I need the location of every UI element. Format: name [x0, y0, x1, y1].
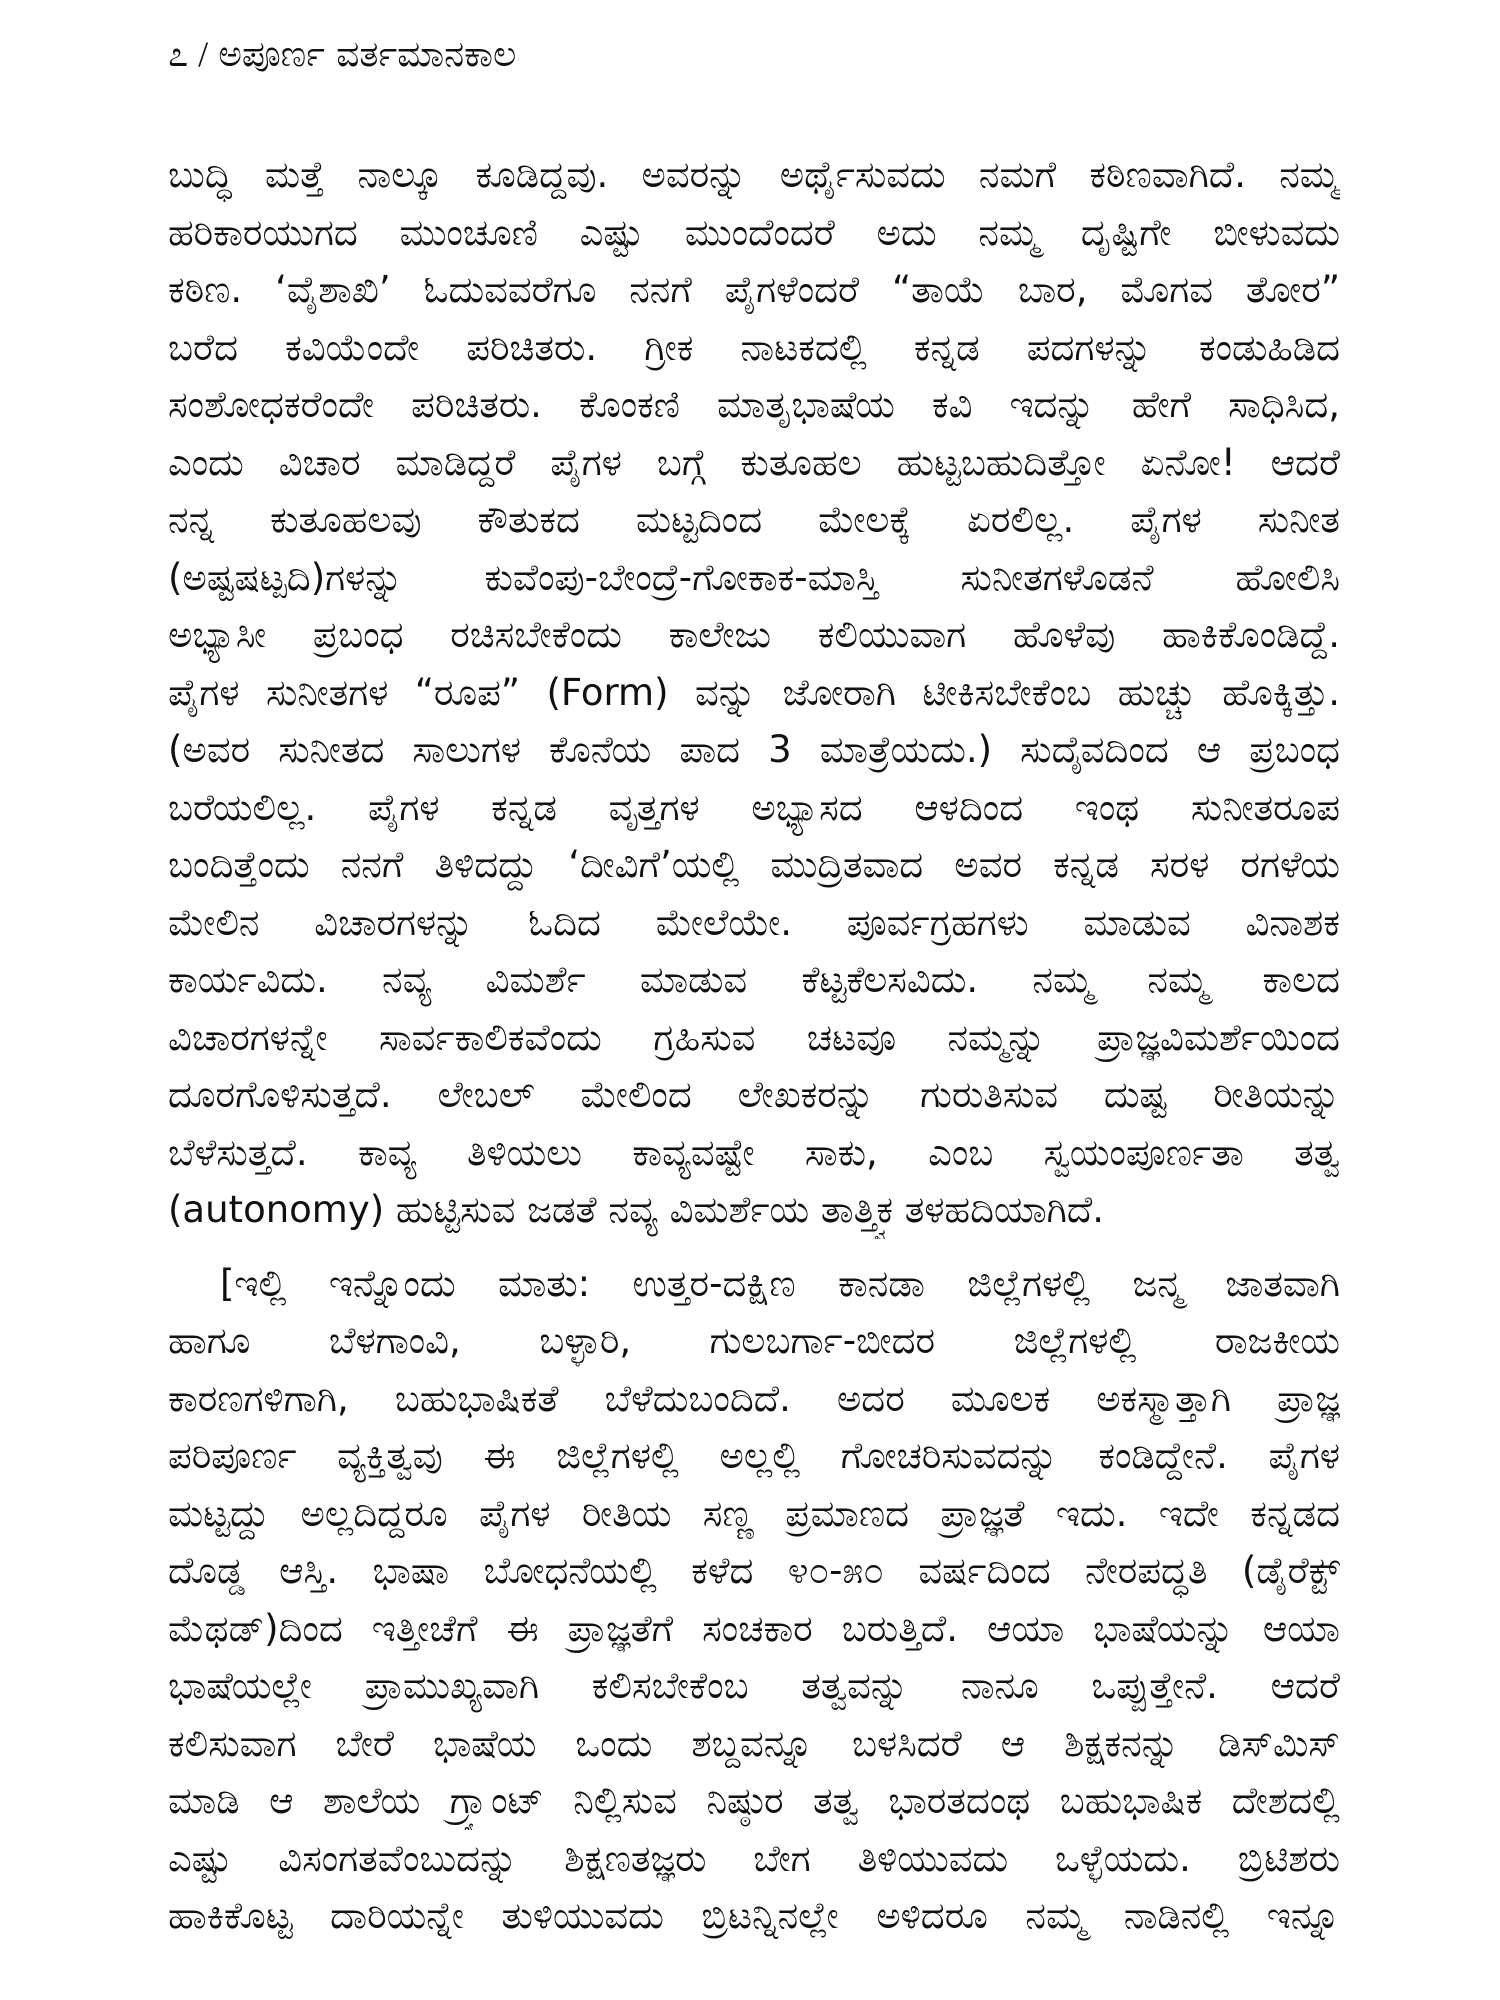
text-line: ಸಂಶೋಧಕರೆಂದೇ ಪರಿಚಿತರು. ಕೊಂಕಣಿ ಮಾತೃಭಾಷೆಯ ಕವಿ ಇದನ್ನು ಹೇಗೆ ಸಾಧಿಸಿದ,: [168, 383, 1340, 426]
text-line: ಕಾರಣಗಳಿಗಾಗಿ, ಬಹುಭಾಷಿಕತೆ ಬೆಳೆದುಬಂದಿದೆ. ಅದರ ಮೂಲಕ ಅಕಸ್ಮಾತ್ತಾಗಿ ಪ್ರಾಜ್ಞ: [168, 1376, 1340, 1420]
text-body: [168, 146, 1340, 1945]
text-line: ನನ್ನ ಕುತೂಹಲವು ಕೌತುಕದ ಮಟ್ಟದಿಂದ ಮೇಲಕ್ಕೆ ಏರಲಿಲ್ಲ. ಪೈಗಳ ಸುನೀತ: [168, 498, 1340, 541]
text-line: [ಇಲ್ಲಿ ಇನ್ನೊಂದು ಮಾತು: ಉತ್ತರ-ದಕ್ಷಿಣ ಕಾನಡಾ ಜಿಲ್ಲೆಗಳಲ್ಲಿ ಜನ್ಮ ಜಾತವಾಗಿ: [220, 1261, 1340, 1305]
text-line: ದೊಡ್ಡ ಆಸ್ತಿ. ಭಾಷಾ ಬೋಧನೆಯಲ್ಲಿ ಕಳೆದ ೪೦-೫೦ ವರ್ಷದಿಂದ ನೇರಪದ್ಧತಿ (ಡೈರೆಕ್ಟ್: [168, 1549, 1340, 1592]
text-line: ಎಷ್ಟು ವಿಸಂಗತವೆಂಬುದನ್ನು ಶಿಕ್ಷಣತಜ್ಞರು ಬೇಗ ತಿಳಿಯುವದು ಒಳ್ಳೆಯದು. ಬ್ರಿಟಿಶರು: [168, 1836, 1340, 1880]
text-line: ಎಂದು ವಿಚಾರ ಮಾಡಿದ್ದರೆ ಪೈಗಳ ಬಗ್ಗೆ ಕುತೂಹಲ ಹುಟ್ಟಬಹುದಿತ್ತೋ ಏನೋ! ಆದರೆ: [168, 440, 1340, 484]
text-line: ವಿಚಾರಗಳನ್ನೇ ಸಾರ್ವಕಾಲಿಕವೆಂದು ಗ್ರಹಿಸುವ ಚಟವೂ ನಮ್ಮನ್ನು ಪ್ರಾಜ್ಞವಿಮರ್ಶೆಯಿಂದ: [168, 1015, 1340, 1059]
text-line: ಪರಿಪೂರ್ಣ ವ್ಯಕ್ತಿತ್ವವು ಈ ಜಿಲ್ಲೆಗಳಲ್ಲಿ ಅಲ್ಲಲ್ಲಿ ಗೋಚರಿಸುವದನ್ನು ಕಂಡಿದ್ದೇನೆ. ಪೈಗಳ: [168, 1434, 1340, 1477]
text-line: ಬೆಳೆಸುತ್ತದೆ. ಕಾವ್ಯ ತಿಳಿಯಲು ಕಾವ್ಯವಷ್ಟೇ ಸಾಕು, ಎಂಬ ಸ್ವಯಂಪೂರ್ಣತಾ ತತ್ವ: [168, 1130, 1340, 1174]
text-line: ಕಠಿಣ. ‘ವೈಶಾಖಿ’ ಓದುವವರೆಗೂ ನನಗೆ ಪೈಗಳೆಂದರೆ “ತಾಯೆ ಬಾರ, ಮೊಗವ ತೋರ”: [168, 268, 1340, 311]
text-line: ಭಾಷೆಯಲ್ಲೇ ಪ್ರಾಮುಖ್ಯವಾಗಿ ಕಲಿಸಬೇಕೆಂಬ ತತ್ವವನ್ನು ನಾನೂ ಒಪ್ಪುತ್ತೇನೆ. ಆದರೆ: [168, 1664, 1340, 1707]
paragraph: [168, 1255, 1340, 1945]
text-line: ಮೆಥಡ್)ದಿಂದ ಇತ್ತೀಚೆಗೆ ಈ ಪ್ರಾಜ್ಞತೆಗೆ ಸಂಚಕಾರ ಬರುತ್ತಿದೆ. ಆಯಾ ಭಾಷೆಯನ್ನು ಆಯಾ: [168, 1606, 1340, 1650]
text-line: ದೂರಗೊಳಿಸುತ್ತದೆ. ಲೇಬಲ್ ಮೇಲಿಂದ ಲೇಖಕರನ್ನು ಗುರುತಿಸುವ ದುಷ್ಟ ರೀತಿಯನ್ನು: [168, 1073, 1340, 1116]
text-line: ಪೈಗಳ ಸುನೀತಗಳ “ರೂಪ” (Form) ವನ್ನು ಜೋರಾಗಿ ಟೀಕಿಸಬೇಕೆಂಬ ಹುಚ್ಚು ಹೊಕ್ಕಿತ್ತು.: [168, 670, 1340, 714]
running-title: ಅಪೂರ್ಣ ವರ್ತಮಾನಕಾಲ: [218, 34, 517, 75]
text-line: ಅಭ್ಯಾಸೀ ಪ್ರಬಂಧ ರಚಿಸಬೇಕೆಂದು ಕಾಲೇಜು ಕಲಿಯುವಾಗ ಹೊಳೆವು ಹಾಕಿಕೊಂಡಿದ್ದೆ.: [168, 613, 1340, 656]
text-line: ಹಾಗೂ ಬೆಳಗಾಂವಿ, ಬಳ್ಳಾರಿ, ಗುಲಬರ್ಗಾ-ಬೀದರ ಜಿಲ್ಲೆಗಳಲ್ಲಿ ರಾಜಕೀಯ: [168, 1319, 1340, 1362]
paragraph: [168, 146, 1340, 1239]
text-line: ಮಟ್ಟದ್ದು ಅಲ್ಲದಿದ್ದರೂ ಪೈಗಳ ರೀತಿಯ ಸಣ್ಣ ಪ್ರಮಾಣದ ಪ್ರಾಜ್ಞತೆ ಇದು. ಇದೇ ಕನ್ನಡದ: [168, 1491, 1340, 1535]
text-line: (autonomy) ಹುಟ್ಟಿಸುವ ಜಡತೆ ನವ್ಯ ವಿಮರ್ಶೆಯ ತಾತ್ತ್ವಿಕ ತಳಹದಿಯಾಗಿದೆ.: [168, 1188, 1105, 1231]
text-line: ಬರೆದ ಕವಿಯೆಂದೇ ಪರಿಚಿತರು. ಗ್ರೀಕ ನಾಟಕದಲ್ಲಿ ಕನ್ನಡ ಪದಗಳನ್ನು ಕಂಡುಹಿಡಿದ: [168, 325, 1340, 369]
text-line: ಬಂದಿತ್ತೆಂದು ನನಗೆ ತಿಳಿದದ್ದು ‘ದೀವಿಗೆ’ಯಲ್ಲಿ ಮುದ್ರಿತವಾದ ಅವರ ಕನ್ನಡ ಸರಳ ರಗಳೆಯ: [168, 843, 1340, 886]
text-line: ಕಲಿಸುವಾಗ ಬೇರೆ ಭಾಷೆಯ ಒಂದು ಶಬ್ದವನ್ನೂ ಬಳಸಿದರೆ ಆ ಶಿಕ್ಷಕನನ್ನು ಡಿಸ್‌ಮಿಸ್: [168, 1721, 1340, 1765]
text-line: ಹಾಕಿಕೊಟ್ಟ ದಾರಿಯನ್ನೇ ತುಳಿಯುವದು ಬ್ರಿಟನ್ನಿನಲ್ಲೇ ಅಳಿದರೂ ನಮ್ಮ ನಾಡಿನಲ್ಲಿ ಇನ್ನೂ: [168, 1894, 1340, 1937]
text-line: ಮಾಡಿ ಆ ಶಾಲೆಯ ಗ್ರ್ಯಾಂಟ್ ನಿಲ್ಲಿಸುವ ನಿಷ್ಠುರ ತತ್ವ ಭಾರತದಂಥ ಬಹುಭಾಷಿಕ ದೇಶದಲ್ಲಿ: [168, 1779, 1340, 1822]
page-number: ೭: [168, 34, 189, 75]
text-line: ಹರಿಕಾರಯುಗದ ಮುಂಚೂಣಿ ಎಷ್ಟು ಮುಂದೆಂದರೆ ಅದು ನಮ್ಮ ದೃಷ್ಟಿಗೇ ಬೀಳುವದು: [168, 210, 1340, 254]
text-line: (ಅಷ್ಟಷಟ್ಪದಿ)ಗಳನ್ನು ಕುವೆಂಪು-ಬೇಂದ್ರೆ-ಗೋಕಾಕ-ಮಾಸ್ತಿ ಸುನೀತಗಳೊಡನೆ ಹೋಲಿಸಿ: [168, 555, 1340, 599]
text-line: ಬರೆಯಲಿಲ್ಲ. ಪೈಗಳ ಕನ್ನಡ ವೃತ್ತಗಳ ಅಭ್ಯಾಸದ ಆಳದಿಂದ ಇಂಥ ಸುನೀತರೂಪ: [168, 785, 1340, 829]
text-line: ಮೇಲಿನ ವಿಚಾರಗಳನ್ನು ಓದಿದ ಮೇಲೆಯೇ. ಪೂರ್ವಗ್ರಹಗಳು ಮಾಡುವ ವಿನಾಶಕ: [168, 900, 1340, 944]
text-line: ಬುದ್ಧಿ ಮತ್ತೆ ನಾಲ್ಕೂ ಕೂಡಿದ್ದವು. ಅವರನ್ನು ಅರ್ಥೈಸುವದು ನಮಗೆ ಕಠಿಣವಾಗಿದೆ. ನಮ್ಮ: [168, 153, 1340, 196]
running-header: [168, 30, 516, 78]
text-line: ಕಾರ್ಯವಿದು. ನವ್ಯ ವಿಮರ್ಶೆ ಮಾಡುವ ಕೆಟ್ಟಕೆಲಸವಿದು. ನಮ್ಮ ನಮ್ಮ ಕಾಲದ: [168, 958, 1340, 1001]
text-line: (ಅವರ ಸುನೀತದ ಸಾಲುಗಳ ಕೊನೆಯ ಪಾದ 3 ಮಾತ್ರೆಯದು.) ಸುದೈವದಿಂದ ಆ ಪ್ರಬಂಧ: [168, 728, 1340, 771]
header-separator: /: [198, 34, 209, 74]
